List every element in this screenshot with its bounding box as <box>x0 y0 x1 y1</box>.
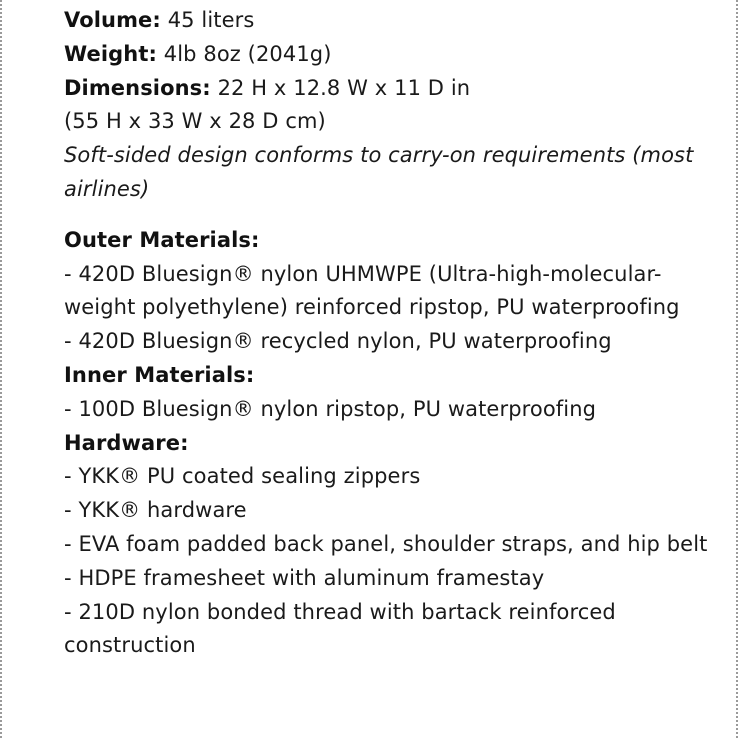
section-spacer <box>64 207 714 224</box>
volume-value: 45 liters <box>167 8 255 32</box>
weight-row <box>64 38 714 72</box>
weight-value: 4lb 8oz (2041g) <box>163 41 332 66</box>
outer-material-item: - 420D Bluesign® nylon UHMWPE (Ultra-high-molecular-weight polyethylene) reinforced ripstop, PU waterproofing <box>64 261 680 320</box>
dimensions-value: 22 H x 12.8 W x 11 D in <box>217 75 471 100</box>
dimensions-row <box>64 72 714 106</box>
weight-label: Weight: <box>64 41 157 66</box>
carry-on-note: Soft-sided design conforms to carry-on requirements (most airlines) <box>64 143 694 201</box>
hardware-item: - EVA foam padded back panel, shoulder straps, and hip belt <box>64 531 708 556</box>
inner-material-item: - 100D Bluesign® nylon ripstop, PU waterproofing <box>64 396 597 421</box>
outer-material-item: - 420D Bluesign® recycled nylon, PU waterproofing <box>64 329 612 354</box>
volume-row <box>64 4 714 38</box>
hardware-item: - 210D nylon bonded thread with bartack reinforced construction <box>64 599 616 658</box>
volume-label: Volume: <box>64 8 161 32</box>
hardware-item: - YKK® PU coated sealing zippers <box>64 464 421 489</box>
dimensions-metric: (55 H x 33 W x 28 D cm) <box>64 109 326 134</box>
product-specs <box>64 4 714 663</box>
dimensions-label: Dimensions: <box>64 75 211 100</box>
hardware-heading: Hardware: <box>64 430 189 455</box>
hardware-item: - YKK® hardware <box>64 498 247 523</box>
inner-materials-heading: Inner Materials: <box>64 362 255 387</box>
hardware-item: - HDPE framesheet with aluminum framestay <box>64 565 545 590</box>
outer-materials-heading: Outer Materials: <box>64 227 260 252</box>
